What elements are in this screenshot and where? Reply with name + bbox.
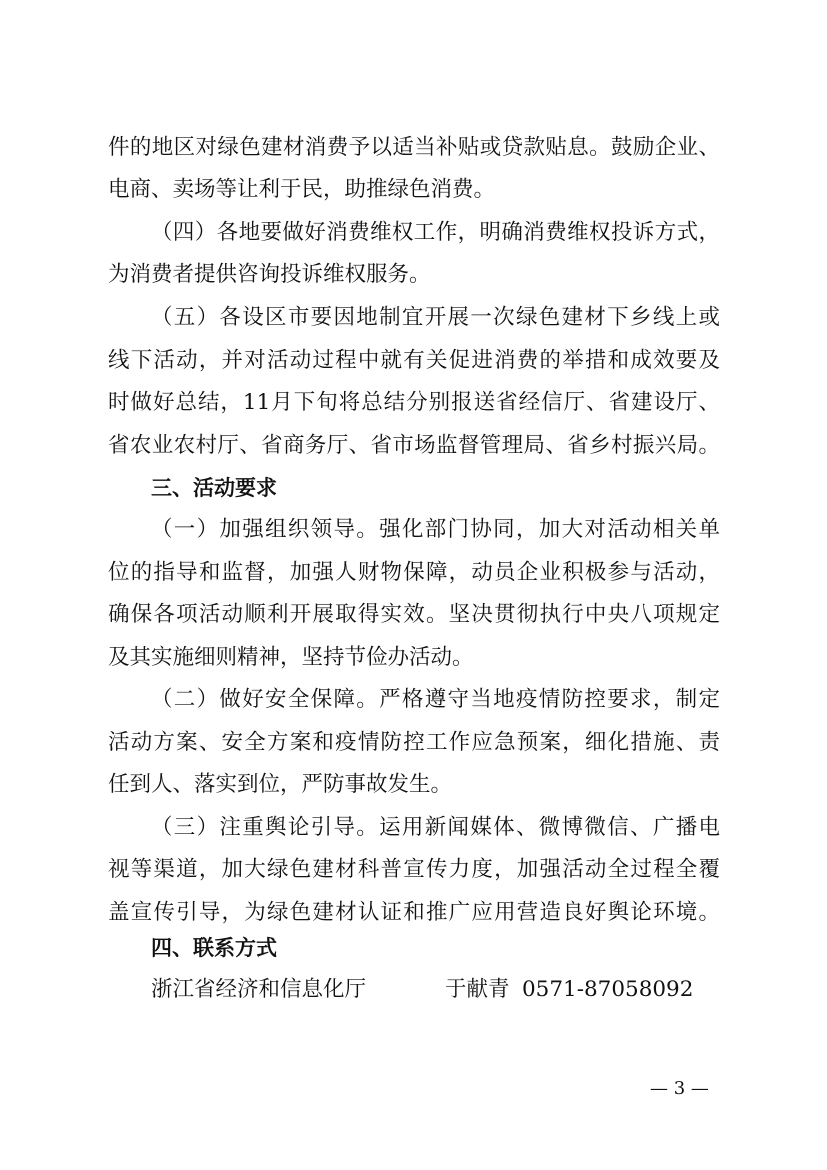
contact-organization: 浙江省经济和信息化厅: [151, 977, 367, 1002]
body-line: 省农业农村厅、省商务厅、省市场监督管理局、省乡村振兴局。: [108, 433, 720, 458]
body-line: 时做好总结，11月下旬将总结分别报送省经信厅、省建设厅、: [108, 390, 720, 415]
body-line: 视等渠道，加大绿色建材科普宣传力度，加强活动全过程全覆: [108, 857, 720, 882]
page-number: — 3 —: [650, 1078, 709, 1099]
body-line: （二）做好安全保障。严格遵守当地疫情防控要求，制定: [151, 687, 720, 712]
contact-person: 于献青: [445, 977, 510, 1002]
body-line: 线下活动，并对活动过程中就有关促进消费的举措和成效要及: [108, 348, 720, 373]
body-line: 盖宣传引导，为绿色建材认证和推广应用营造良好舆论环境。: [108, 900, 720, 925]
body-line: （五）各设区市要因地制宜开展一次绿色建材下乡线上或: [151, 305, 720, 330]
body-line: 任到人、落实到位，严防事故发生。: [108, 772, 453, 797]
body-line: （四）各地要做好消费维权工作，明确消费维权投诉方式，: [151, 220, 720, 245]
body-line: （三）注重舆论引导。运用新闻媒体、微博微信、广播电: [151, 815, 720, 840]
section-heading-requirements: 三、活动要求: [151, 476, 277, 500]
body-line: 确保各项活动顺利开展取得实效。坚决贯彻执行中央八项规定: [108, 602, 720, 627]
body-line: 活动方案、安全方案和疫情防控工作应急预案，细化措施、责: [108, 730, 720, 755]
contact-phone: 0571-87058092: [522, 977, 694, 1002]
body-line: 位的指导和监督，加强人财物保障，动员企业积极参与活动，: [108, 560, 720, 585]
body-line: （一）加强组织领导。强化部门协同，加大对活动相关单: [151, 517, 720, 542]
body-line: 件的地区对绿色建材消费予以适当补贴或贷款贴息。鼓励企业、: [108, 135, 720, 160]
section-heading-contact: 四、联系方式: [151, 936, 277, 960]
body-line: 及其实施细则精神，坚持节俭办活动。: [108, 645, 474, 670]
body-line: 为消费者提供咨询投诉维权服务。: [108, 262, 431, 287]
body-line: 电商、卖场等让利于民，助推绿色消费。: [108, 177, 496, 202]
